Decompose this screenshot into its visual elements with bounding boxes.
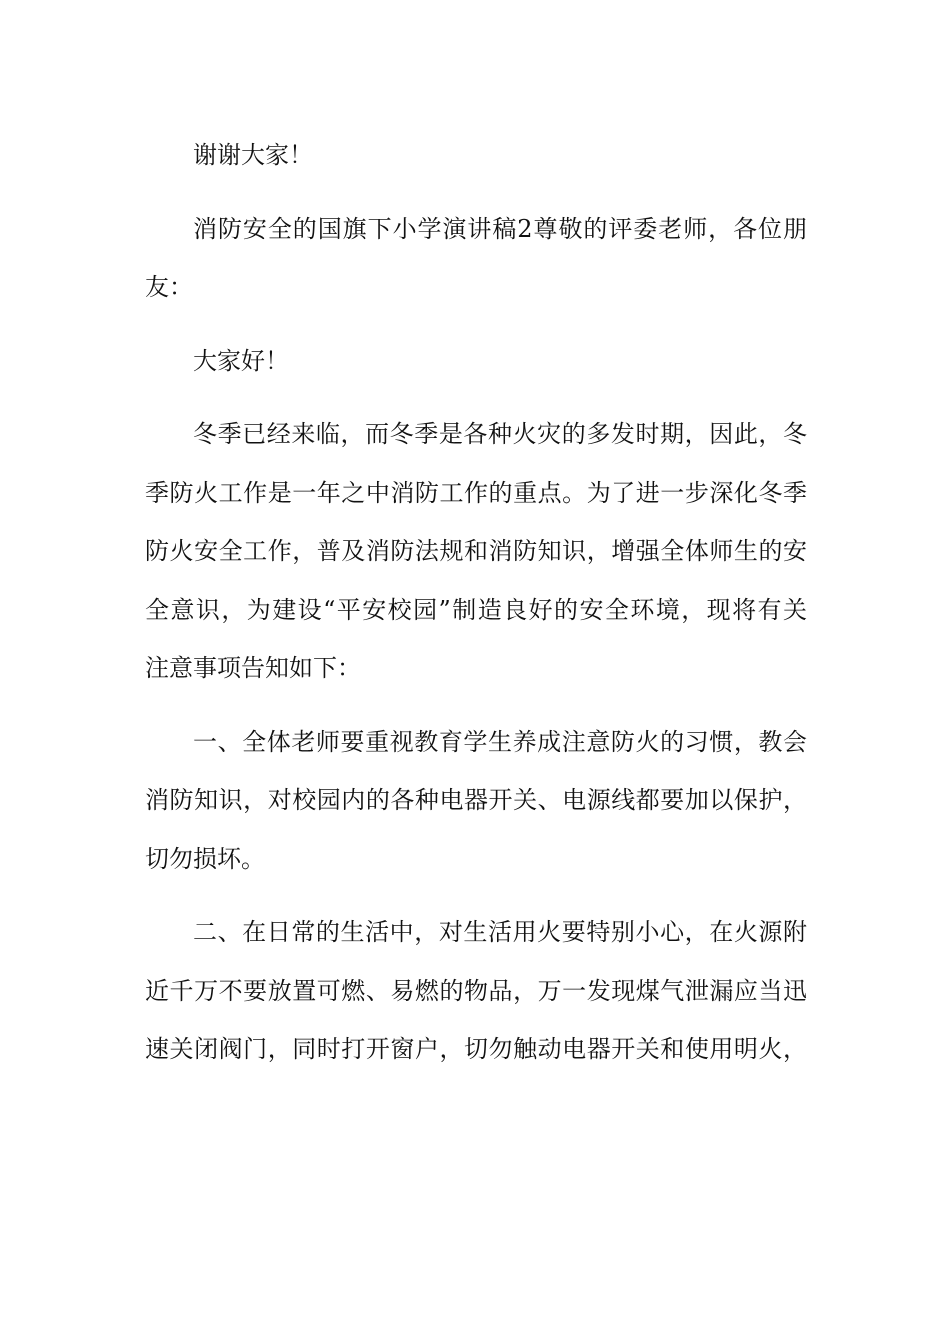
text-line: 冬季已经来临，而冬季是各种火灾的多发时期，因此，冬 [193,420,807,448]
text-line: 大家好！ [193,346,289,375]
text-line: 全意识，为建设“平安校园”制造良好的安全环境，现将有关 [145,595,807,624]
text-line: 季防火工作是一年之中消防工作的重点。为了进一步深化冬季 [145,478,807,507]
text-line: 注意事项告知如下： [145,654,361,682]
text-line: 消防知识，对校园内的各种电器开关、电源线都要加以保护， [145,786,807,814]
text-line: 友： [145,273,193,301]
text-line: 近千万不要放置可燃、易燃的物品，万一发现煤气泄漏应当迅 [145,976,807,1005]
document-body [145,126,807,1079]
paragraph-thanks [145,126,807,185]
text-line: 防火安全工作，普及消防法规和消防知识，增强全体师生的安 [145,537,807,565]
paragraph-speech-title [145,200,807,317]
paragraph-gap [145,185,807,200]
text-line: 一、全体老师要重视教育学生养成注意防火的习惯，教会 [193,727,807,756]
paragraph-gap [145,390,807,405]
paragraph-gap [145,888,807,903]
paragraph-winter-intro [145,405,807,698]
text-line: 消防安全的国旗下小学演讲稿2尊敬的评委老师，各位朋 [193,214,807,243]
text-line: 速关闭阀门，同时打开窗户，切勿触动电器开关和使用明火， [145,1035,807,1063]
text-line: 二、在日常的生活中，对生活用火要特别小心，在火源附 [193,918,807,946]
paragraph-item-two [145,903,807,1079]
paragraph-gap [145,698,807,713]
paragraph-greeting [145,332,807,391]
paragraph-item-one [145,713,807,889]
paragraph-gap [145,317,807,332]
text-line: 谢谢大家！ [193,141,313,169]
text-line: 切勿损坏。 [145,844,265,873]
